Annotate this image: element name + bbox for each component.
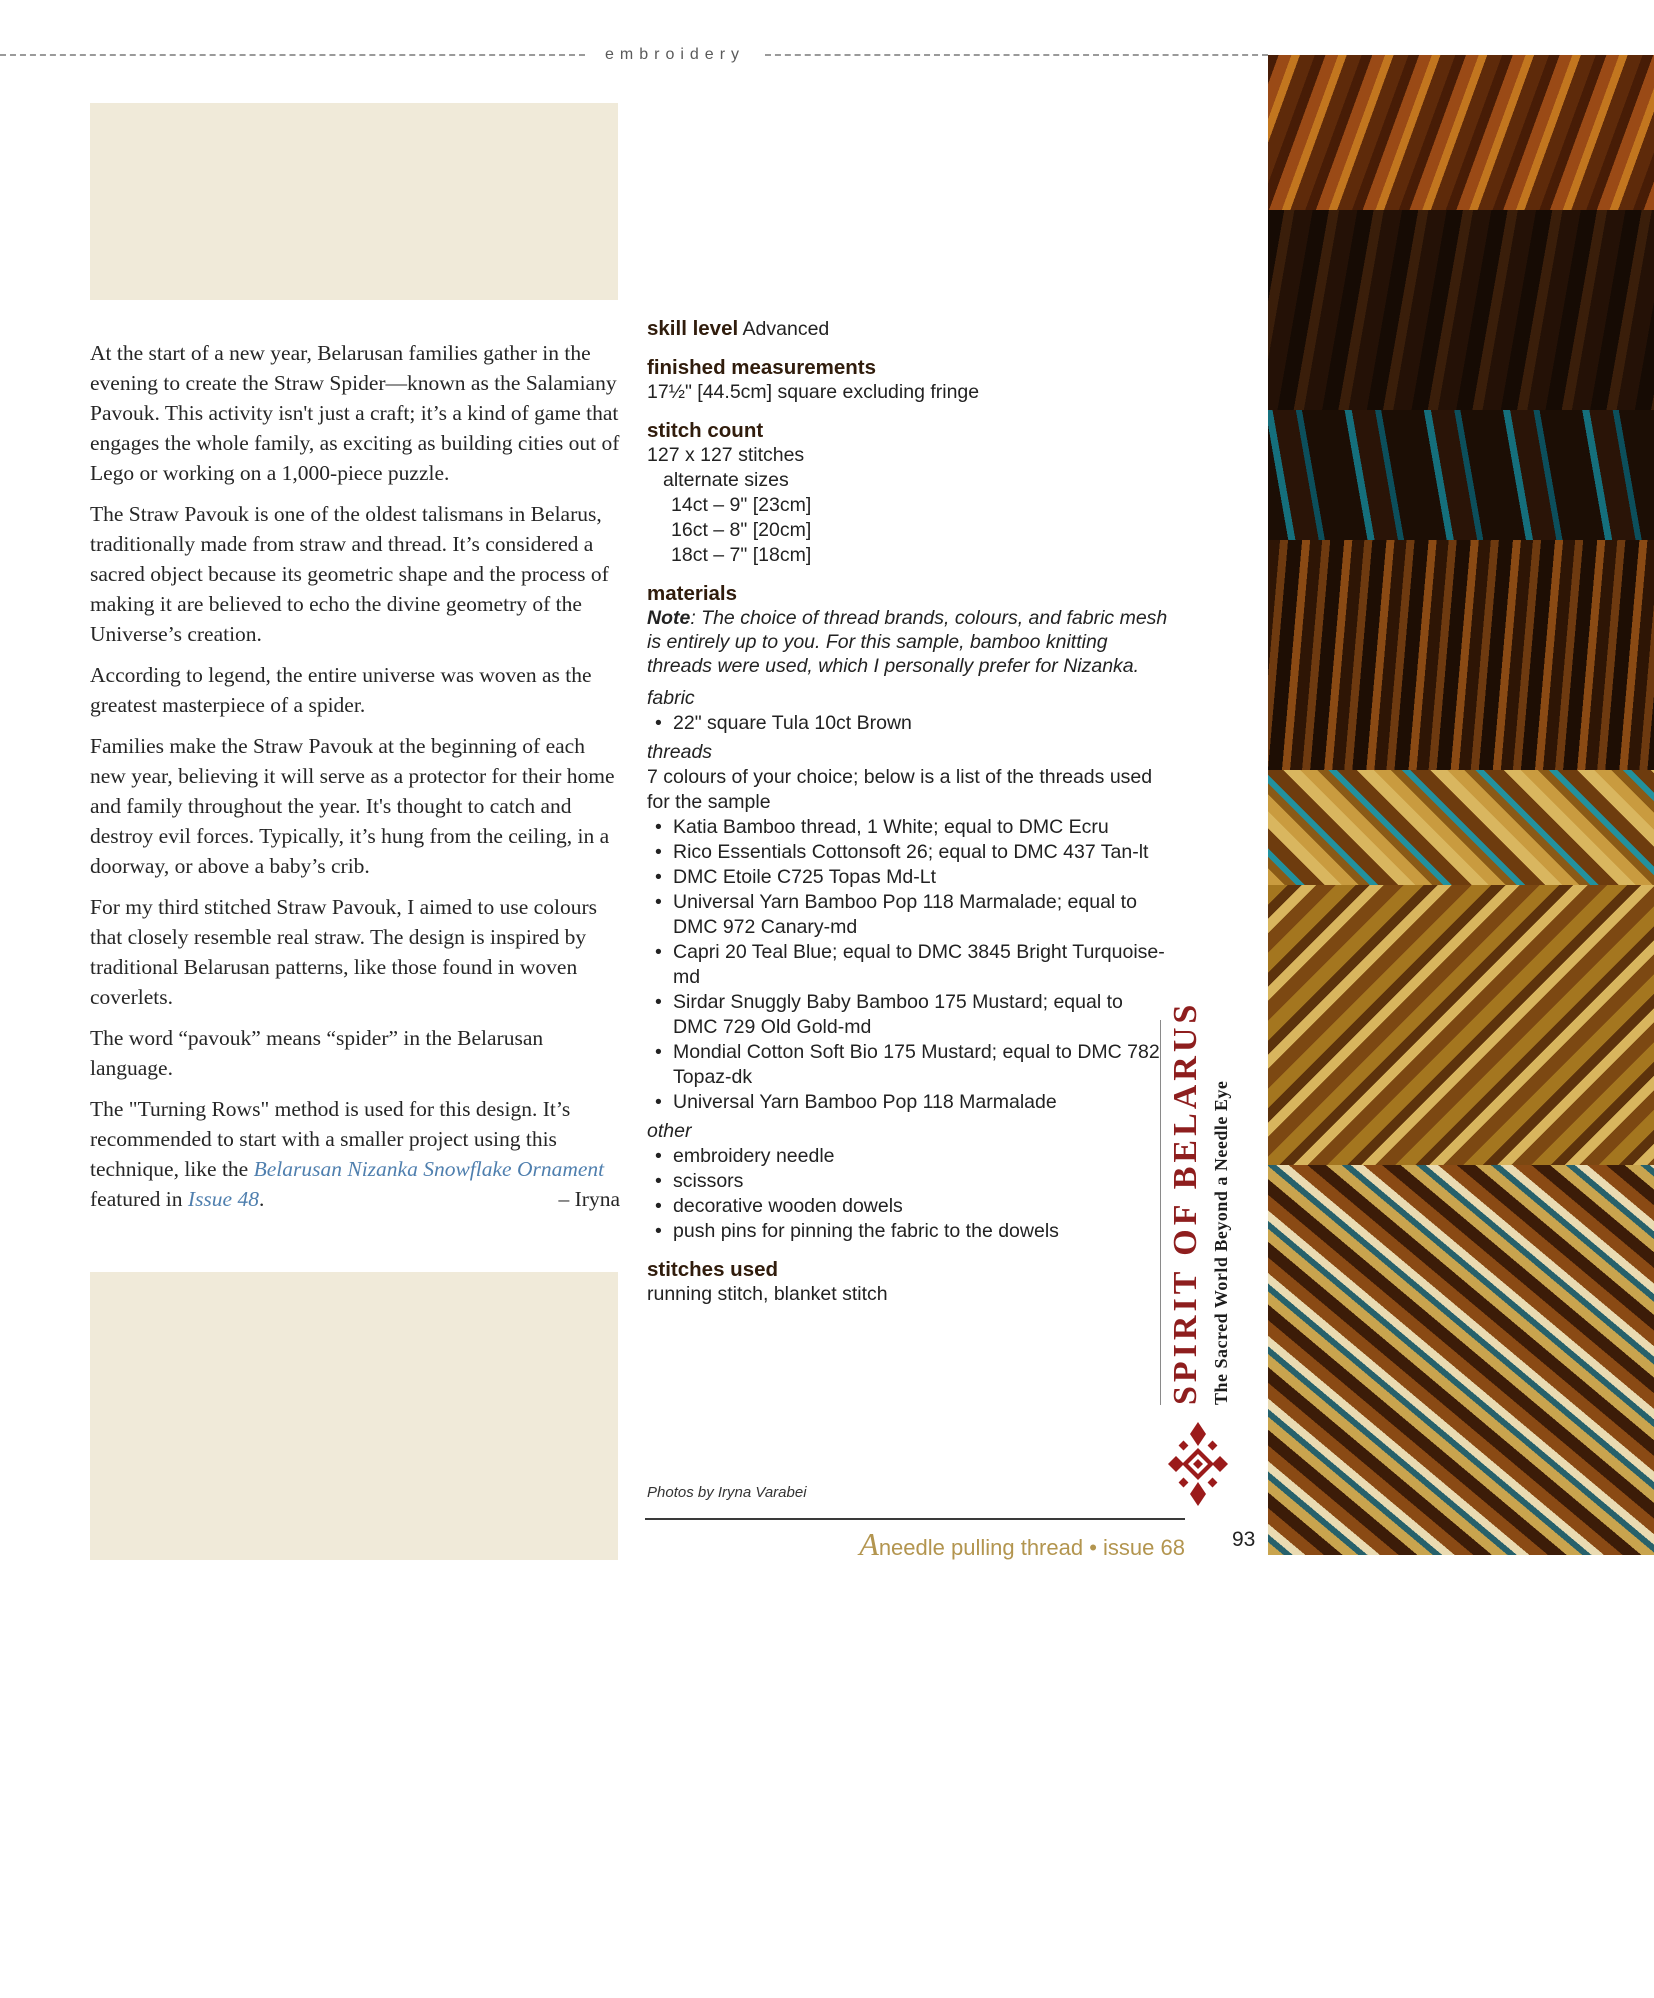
skill-level-section [647, 316, 1172, 342]
article-paragraph: For my third stitched Straw Pavouk, I aimed to use colours that closely resemble real straw. The design is inspired by traditional Belarusan patterns, like those found in woven coverlets. [90, 895, 597, 1009]
list-item: • DMC Etoile C725 Topas Md-Lt [647, 865, 1172, 890]
fabric-photo-segment [1268, 410, 1654, 540]
list-item: • Sirdar Snuggly Baby Bamboo 175 Mustard; equal to DMC 729 Old Gold-md [647, 990, 1172, 1040]
footer-dot: • [1089, 1535, 1097, 1560]
fabric-photo-segment [1268, 55, 1654, 210]
article-series-title: SPIRIT OF BELARUS [1167, 1000, 1204, 1405]
fabric-photo-segment [1268, 770, 1654, 885]
alternate-sizes-label: alternate sizes [663, 469, 789, 491]
stitches-used-section [647, 1257, 1172, 1307]
article-paragraph: The word “pavouk” means “spider” in the Belarusan language. [90, 1026, 544, 1080]
magazine-logo-initial: A [859, 1526, 879, 1562]
header-rule-left [0, 54, 585, 56]
list-item: • Rico Essentials Cottonsoft 26; equal to DMC 437 Tan-lt [647, 840, 1172, 865]
stitches-used-label: stitches used [647, 1258, 779, 1281]
list-item: • push pins for pinning the fabric to the dowels [647, 1219, 1172, 1244]
skill-level-label: skill level [647, 317, 739, 340]
threads-label: threads [647, 741, 713, 763]
list-item: • Katia Bamboo thread, 1 White; equal to DMC Ecru [647, 815, 1172, 840]
page-header [0, 46, 1268, 64]
article-paragraph-final [90, 1094, 620, 1214]
specs-column [647, 316, 1172, 1320]
fabric-photo-segment [1268, 885, 1654, 1165]
list-item: • Universal Yarn Bamboo Pop 118 Marmalade; equal to DMC 972 Canary-md [647, 890, 1172, 940]
list-item: • decorative wooden dowels [647, 1194, 1172, 1219]
magazine-name: needle pulling thread [878, 1535, 1084, 1560]
article-paragraph: According to legend, the entire universe was woven as the greatest masterpiece of a spider. [90, 663, 592, 717]
stitch-count-value: 127 x 127 stitches [647, 444, 805, 466]
finished-measurements-section [647, 355, 1172, 405]
fabric-label: fabric [647, 687, 695, 709]
materials-section [647, 581, 1172, 1244]
fabric-list [647, 711, 1172, 736]
alternate-size: 14ct – 9" [23cm] [671, 494, 812, 516]
skill-level-value: Advanced [742, 318, 830, 340]
fabric-photo-segment [1268, 540, 1654, 770]
sidebar-vertical [1160, 1000, 1232, 1405]
stitch-count-section [647, 418, 1172, 568]
author-byline: – Iryna [558, 1187, 620, 1211]
list-item: • Universal Yarn Bamboo Pop 118 Marmalade [647, 1090, 1172, 1115]
stitch-count-label: stitch count [647, 419, 764, 442]
materials-note [647, 606, 1172, 678]
photo-placeholder-top [90, 103, 618, 300]
finished-measurements-value: 17½" [44.5cm] square excluding fringe [647, 381, 980, 403]
other-label: other [647, 1120, 692, 1142]
article-paragraph: The Straw Pavouk is one of the oldest talismans in Belarus, traditionally made from straw and thread. It’s considered a sacred object because its geometric shape and the process of making it are believed to echo the divine geometry of the Universe’s creation. [90, 502, 609, 646]
link-nizanka-snowflake-ornament[interactable]: Belarusan Nizanka Snowflake Ornament [253, 1157, 605, 1181]
alternate-size: 16ct – 8" [20cm] [671, 519, 812, 541]
threads-list [647, 815, 1172, 1115]
article-body [90, 338, 620, 1225]
fabric-photo-strip [1268, 55, 1654, 1555]
page-number: 93 [1232, 1528, 1256, 1551]
footer-magazine-line [645, 1526, 1185, 1563]
final-text-1: The "Turning Rows" method is used for this design. It’s recommended to start with a smaller project using this technique, like the [90, 1097, 571, 1181]
final-text-3: . [258, 1187, 265, 1211]
folk-star-ornament-icon [1168, 1422, 1228, 1506]
fabric-photo-segment [1268, 210, 1654, 410]
list-item: • Mondial Cotton Soft Bio 175 Mustard; equal to DMC 782 Topaz-dk [647, 1040, 1172, 1090]
note-word: Note [647, 607, 691, 629]
article-series-subtitle: The Sacred World Beyond a Needle Eye [1211, 1080, 1231, 1405]
final-text-2: featured in [90, 1187, 188, 1211]
note-text: : The choice of thread brands, colours, and fabric mesh is entirely up to you. For this sample, bamboo knitting threads were used, which I personally prefer for Nizanka. [647, 607, 1168, 677]
list-item: • 22" square Tula 10ct Brown [647, 711, 1172, 736]
threads-intro: 7 colours of your choice; below is a list of the threads used for the sample [647, 766, 1153, 813]
article-paragraph: At the start of a new year, Belarusan families gather in the evening to create the Straw Spider—known as the Salamiany Pavouk. This activity isn't just a craft; it’s a kind of game that engages the whole family, as exciting as building cities out of Lego or working on a 1,000-piece puzzle. [90, 341, 620, 485]
list-item: • Capri 20 Teal Blue; equal to DMC 3845 Bright Turquoise-md [647, 940, 1172, 990]
photo-placeholder-bottom [90, 1272, 618, 1560]
photo-credit: Photos by Iryna Varabei [647, 1484, 807, 1501]
section-label: embroidery [605, 46, 746, 63]
article-paragraph: Families make the Straw Pavouk at the beginning of each new year, believing it will serve as a protector for their home and family throughout the year. It's thought to catch and destroy evil forces. Typically, it’s hung from the ceiling, in a doorway, or above a baby’s crib. [90, 734, 615, 878]
link-issue-48[interactable]: Issue 48 [187, 1187, 259, 1211]
fabric-photo-segment [1268, 1165, 1654, 1555]
other-list [647, 1144, 1172, 1244]
alternate-size: 18ct – 7" [18cm] [671, 544, 812, 566]
sidebar-rule [1160, 1020, 1161, 1405]
stitches-used-value: running stitch, blanket stitch [647, 1283, 888, 1305]
header-rule-right [765, 54, 1268, 56]
footer-rule [645, 1518, 1185, 1520]
finished-measurements-label: finished measurements [647, 356, 876, 379]
list-item: • embroidery needle [647, 1144, 1172, 1169]
materials-label: materials [647, 582, 738, 605]
footer-issue: issue 68 [1103, 1535, 1185, 1560]
list-item: • scissors [647, 1169, 1172, 1194]
